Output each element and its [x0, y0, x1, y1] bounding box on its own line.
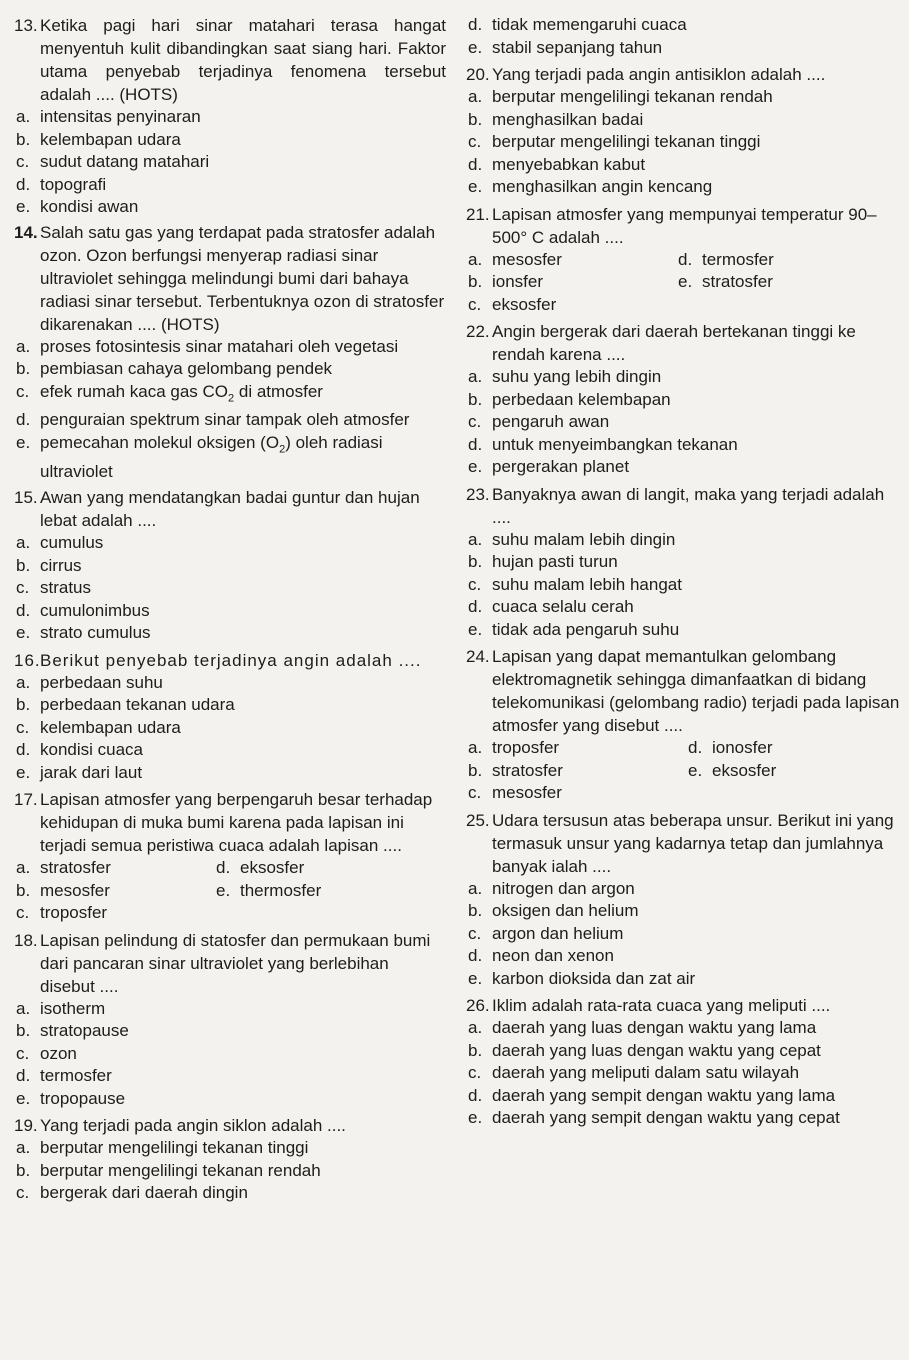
question-17: 17. Lapisan atmosfer yang berpengaruh besar terhadap kehidupan di muka bumi karena pada lapisan ini terjadi semua peristiwa cuaca adalah lapisan .... a. stratosfer d. eksosfer b. mesosfer e. thermosfer c. troposfer [14, 788, 446, 925]
option-e: daerah yang sempit dengan waktu yang cepat [492, 1108, 840, 1127]
option-c: bergerak dari daerah dingin [40, 1183, 248, 1203]
option-c: efek rumah kaca gas $CO_2$ di atmosfer [40, 381, 323, 404]
option-b: oksigen dan helium [492, 901, 639, 920]
question-26: 26. Iklim adalah rata-rata cuaca yang meliputi .... a. daerah yang luas dengan waktu yang lama b. daerah yang luas dengan waktu yang cepat c. daerah yang meliputi dalam satu wilayah d. daerah yang sempit dengan waktu yang lama e. daerah yang sempit dengan waktu yang cepat [466, 994, 902, 1130]
option-row: a. mesosfer d. termosfer [466, 249, 902, 272]
option-c: troposfer [40, 903, 108, 923]
question-stem: Angin bergerak dari daerah bertekanan tinggi ke rendah karena .... [492, 322, 856, 364]
option-a: berputar mengelilingi tekanan rendah [492, 87, 773, 106]
option-e: karbon dioksida dan zat air [492, 968, 696, 988]
question-15: 15. Awan yang mendatangkan badai guntur dan hujan lebat adalah .... a. cumulus b. cirrus c. stratus d. cumulonimbus e. strato cumulus [14, 486, 446, 645]
option-e: stratosfer [702, 272, 773, 291]
option-d: tidak memengaruhi cuaca [492, 15, 687, 34]
option-c: eksosfer [492, 294, 557, 314]
option-row: a. troposfer d. ionosfer [466, 737, 902, 760]
option-row: b. ionsfer e. stratosfer [466, 271, 902, 294]
question-number: 15. [14, 488, 38, 508]
option-d: neon dan xenon [492, 946, 614, 965]
question-14: 14. Salah satu gas yang terdapat pada stratosfer adalah ozon. Ozon berfungsi menyerap radiasi sinar ultraviolet sehingga melindungi bumi dari bahaya radiasi sinar tersebut. Terbentuknya ozon di stratosfer dikarenakan .... (HOTS) a. proses fotosintesis sinar matahari oleh vegetasi b. pembiasan cahaya gelombang pendek c. efek rumah kaca gas $CO_2$ di atmosfer d. penguraian spektrum sinar tampak oleh atmosfer e. pemecahan molekul oksigen $(O_2)$ oleh radiasi ultraviolet [14, 221, 446, 484]
option-a: nitrogen dan argon [492, 878, 635, 898]
question-22: 22. Angin bergerak dari daerah bertekanan tinggi ke rendah karena .... a. suhu yang lebih dingin b. perbedaan kelembapan c. pengaruh awan d. untuk menyeimbangkan tekanan e. pergerakan planet [466, 320, 902, 479]
option-d: cuaca selalu cerah [492, 597, 634, 616]
question-number: 24. [466, 647, 490, 666]
question-number: 20. [466, 65, 490, 84]
question-number: 14. [14, 222, 38, 242]
option-e: tidak ada pengaruh suhu [492, 619, 680, 639]
option-c: daerah yang meliputi dalam satu wilayah [492, 1063, 800, 1082]
option-c: mesosfer [492, 783, 562, 802]
option-b: hujan pasti turun [492, 552, 618, 571]
question-stem: Udara tersusun atas beberapa unsur. Berikut ini yang termasuk unsur yang kadarnya tetap dan jumlahnya banyak ialah .... [492, 810, 894, 876]
question-stem: Lapisan yang dapat memantulkan gelombang elektromagnetik sehingga dimanfaatkan di bidang telekomunikasi (gelombang radio) terjadi pada lapisan atmosfer yang disebut .... [492, 647, 900, 735]
question-stem: Ketika pagi hari sinar matahari terasa hangat menyentuh kulit dibandingkan saat siang hari. Faktor utama penyebab terjadinya fenomena tersebut adalah .... (HOTS) [40, 16, 446, 104]
option-b: menghasilkan badai [492, 109, 644, 129]
option-a: perbedaan suhu [40, 672, 163, 692]
option-b: berputar mengelilingi tekanan rendah [40, 1160, 321, 1180]
question-number: 17. [14, 790, 38, 810]
question-20: 20. Yang terjadi pada angin antisiklon adalah .... a. berputar mengelilingi tekanan rendah b. menghasilkan badai c. berputar mengelilingi tekanan tinggi d. menyebabkan kabut e. menghasilkan angin kencang [466, 63, 902, 199]
option-d: ionosfer [712, 738, 773, 757]
option-a: berputar mengelilingi tekanan tinggi [40, 1138, 309, 1158]
question-number: 16. [14, 650, 41, 670]
option-d: termosfer [40, 1066, 112, 1086]
question-24: 24. Lapisan yang dapat memantulkan gelombang elektromagnetik sehingga dimanfaatkan di bidang telekomunikasi (gelombang radio) terjadi pada lapisan atmosfer yang disebut .... a. troposfer d. ionosfer b. stratosfer e. eksosfer c. mesosfer [466, 645, 902, 805]
option-b: kelembapan udara [40, 129, 181, 149]
option-a: isotherm [40, 998, 106, 1018]
option-b: stratosfer [492, 760, 563, 780]
question-stem: Banyaknya awan di langit, maka yang terjadi adalah .... [492, 484, 885, 527]
option-d: termosfer [702, 249, 774, 269]
option-a: intensitas penyinaran [40, 107, 201, 126]
question-number: 21. [466, 204, 490, 224]
left-column [14, 14, 446, 1205]
option-d: kondisi cuaca [40, 740, 144, 760]
option-b: stratopause [40, 1021, 129, 1041]
option-b: cirrus [40, 555, 82, 575]
option-a: troposfer [492, 738, 560, 757]
option-c: suhu malam lebih hangat [492, 574, 682, 594]
option-c: berputar mengelilingi tekanan tinggi [492, 132, 761, 151]
option-row: b. mesosfer e. thermosfer [14, 880, 446, 903]
option-d: daerah yang sempit dengan waktu yang lama [492, 1085, 836, 1105]
question-25: 25. Udara tersusun atas beberapa unsur. Berikut ini yang termasuk unsur yang kadarnya tetap dan jumlahnya banyak ialah .... a. nitrogen dan argon b. oksigen dan helium c. argon dan helium d. neon dan xenon e. karbon dioksida dan zat air [466, 809, 902, 991]
question-number: 23. [466, 484, 490, 504]
option-a: stratosfer [40, 858, 111, 878]
question-number: 25. [466, 810, 490, 830]
question-stem: Yang terjadi pada angin siklon adalah .... [40, 1116, 346, 1136]
option-c: pengaruh awan [492, 412, 610, 431]
question-number: 19. [14, 1116, 38, 1136]
question-stem: Salah satu gas yang terdapat pada stratosfer adalah ozon. Ozon berfungsi menyerap radiasi sinar ultraviolet sehingga melindungi bumi dari bahaya radiasi sinar tersebut. Terbentuknya ozon di stratosfer dikarenakan .... (HOTS) [40, 222, 445, 334]
question-number: 26. [466, 996, 490, 1015]
option-e: stabil sepanjang tahun [492, 37, 663, 57]
option-b: mesosfer [40, 880, 110, 900]
option-e: menghasilkan angin kencang [492, 177, 713, 196]
option-e: jarak dari laut [40, 762, 143, 782]
question-stem: Lapisan pelindung di statosfer dan permukaan bumi dari pancaran sinar ultraviolet yang berlebihan disebut .... [40, 930, 431, 996]
option-a: proses fotosintesis sinar matahari oleh vegetasi [40, 336, 399, 356]
option-d: cumulonimbus [40, 600, 150, 620]
question-stem: Awan yang mendatangkan badai guntur dan hujan lebat adalah .... [40, 488, 420, 531]
option-a: mesosfer [492, 249, 562, 269]
option-b: pembiasan cahaya gelombang pendek [40, 359, 333, 378]
option-b: ionsfer [492, 272, 544, 291]
option-e: pergerakan planet [492, 457, 630, 476]
option-d: eksosfer [240, 858, 305, 878]
option-c: kelembapan udara [40, 717, 181, 737]
question-23: 23. Banyaknya awan di langit, maka yang terjadi adalah .... a. suhu malam lebih dingin b. hujan pasti turun c. suhu malam lebih hangat d. cuaca selalu cerah e. tidak ada pengaruh suhu [466, 483, 902, 642]
option-d: menyebabkan kabut [492, 154, 646, 174]
option-a: daerah yang luas dengan waktu yang lama [492, 1018, 817, 1037]
question-16: 16. Berikut penyebab terjadinya angin adalah .... a. perbedaan suhu b. perbedaan tekanan udara c. kelembapan udara d. kondisi cuaca e. jarak dari laut [14, 649, 446, 785]
option-row: a. stratosfer d. eksosfer [14, 857, 446, 880]
question-21: 21. Lapisan atmosfer yang mempunyai temperatur 90–500° C adalah .... a. mesosfer d. termosfer b. ionsfer e. stratosfer c. eksosfer [466, 203, 902, 317]
option-a: suhu malam lebih dingin [492, 529, 676, 549]
option-e: strato cumulus [40, 623, 151, 643]
option-a: cumulus [40, 533, 104, 553]
option-e: kondisi awan [40, 197, 139, 216]
option-c: sudut datang matahari [40, 152, 210, 171]
question-stem: Berikut penyebab terjadinya angin adalah .... [40, 650, 422, 670]
question-stem: Yang terjadi pada angin antisiklon adalah .... [492, 65, 826, 84]
question-stem: Iklim adalah rata-rata cuaca yang meliputi .... [492, 996, 831, 1015]
right-column [466, 14, 902, 1130]
question-number: 22. [466, 322, 490, 341]
option-b: daerah yang luas dengan waktu yang cepat [492, 1040, 821, 1060]
option-c: ozon [40, 1043, 77, 1063]
question-number: 13. [14, 16, 38, 35]
option-e: tropopause [40, 1088, 126, 1108]
option-row: b. stratosfer e. eksosfer [466, 760, 902, 783]
question-18: 18. Lapisan pelindung di statosfer dan permukaan bumi dari pancaran sinar ultraviolet yang berlebihan disebut .... a. isotherm b. stratopause c. ozon d. termosfer e. tropopause [14, 929, 446, 1111]
question-19: 19. Yang terjadi pada angin siklon adalah .... a. berputar mengelilingi tekanan tinggi b. berputar mengelilingi tekanan rendah c. bergerak dari daerah dingin [14, 1114, 446, 1205]
question-13: 13. Ketika pagi hari sinar matahari terasa hangat menyentuh kulit dibandingkan saat siang hari. Faktor utama penyebab terjadinya fenomena tersebut adalah .... (HOTS) a. intensitas penyinaran b. kelembapan udara c. sudut datang matahari d. topografi e. kondisi awan [14, 14, 446, 219]
option-e: pemecahan molekul oksigen $(O_2)$ oleh radiasi ultraviolet [40, 432, 383, 481]
option-a: suhu yang lebih dingin [492, 367, 662, 386]
option-c: stratus [40, 578, 92, 598]
option-d: penguraian spektrum sinar tampak oleh atmosfer [40, 410, 410, 430]
option-b: perbedaan kelembapan [492, 389, 671, 409]
option-e: eksosfer [712, 760, 777, 780]
option-d: untuk menyeimbangkan tekanan [492, 434, 738, 454]
question-stem: Lapisan atmosfer yang berpengaruh besar terhadap kehidupan di muka bumi karena pada lapisan ini terjadi semua peristiwa cuaca adalah lapisan .... [40, 790, 433, 856]
option-d: topografi [40, 174, 107, 194]
question-stem: Lapisan atmosfer yang mempunyai temperatur 90–500° C adalah .... [492, 204, 877, 247]
question-number: 18. [14, 930, 38, 950]
option-c: argon dan helium [492, 923, 624, 943]
option-b: perbedaan tekanan udara [40, 695, 235, 715]
option-e: thermosfer [240, 880, 322, 900]
question-19-continued: d. tidak memengaruhi cuaca e. stabil sepanjang tahun [466, 14, 902, 59]
